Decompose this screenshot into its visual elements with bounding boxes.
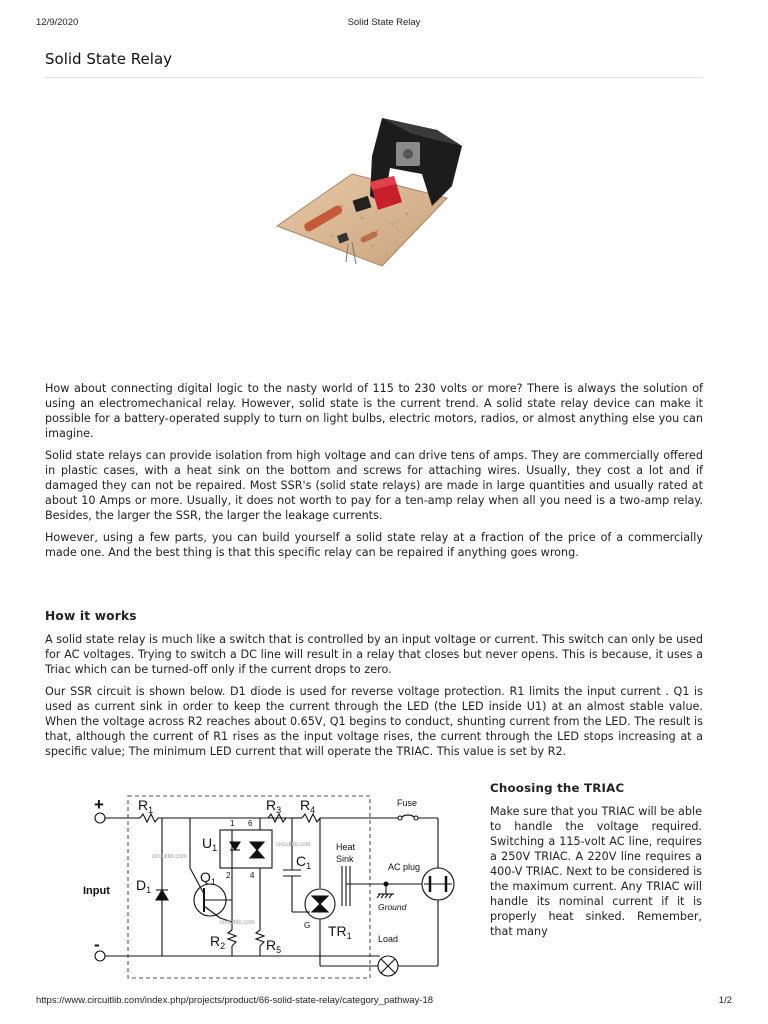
u1-label: $U_1$	[202, 835, 218, 853]
intro-section	[45, 381, 703, 567]
minus-label: -	[94, 935, 100, 954]
ac-plug-label: AC plug	[388, 862, 421, 872]
c1-label: $C_1$	[296, 853, 312, 871]
plus-label: +	[94, 795, 104, 814]
page-url: https://www.circuitlib.com/index.php/projects/product/66-solid-state-relay/category_pathway-18	[36, 995, 434, 1006]
pin4-label: 4	[250, 871, 255, 880]
choosing-triac-heading: Choosing the TRIAC	[490, 781, 625, 795]
tr1-label: $TR_1$	[328, 923, 352, 941]
watermark: circuitlib.com	[220, 920, 255, 926]
fuse-label: Fuse	[397, 798, 418, 808]
print-header	[0, 17, 768, 29]
how-paragraph: Our SSR circuit is shown below. D1 diode is used for reverse voltage protection. R1 limits the input current . Q1 is used as current sink in order to keep the current through the LED (the LED inside U1) at an almost stable value. When the voltage across R2 reaches about 0.65V, Q1 begins to conduct, shunting current from the LED. The result is that, although the current of R1 rises as the input voltage rises, the current through the LED stops increasing at a specific value; The minimum LED current that will operate the TRIAC. This value is set by R2.	[45, 685, 703, 758]
heat-label: Heat	[336, 842, 356, 852]
r3-label: $R_3$	[266, 797, 282, 815]
r4-label: $R_4$	[300, 797, 316, 815]
print-date: 12/9/2020	[36, 17, 79, 28]
how-it-works-heading: How it works	[45, 609, 137, 623]
r5-label: $R_5$	[266, 937, 282, 955]
relay-board-photo	[272, 106, 472, 276]
print-document-title: Solid State Relay	[347, 17, 421, 28]
ssr-circuit-diagram	[80, 790, 470, 986]
input-label: Input	[83, 885, 110, 897]
d1-label: $D_1$	[136, 877, 152, 895]
pin1-label: 1	[230, 819, 235, 828]
pin6-label: 6	[248, 819, 253, 828]
choosing-triac-section	[490, 781, 702, 939]
q1-label: $Q_1$	[200, 869, 216, 887]
r1-label: $R_1$	[138, 797, 154, 815]
page-number: 1/2	[718, 995, 732, 1006]
how-it-works-section	[45, 632, 703, 766]
r2-label: $R_2$	[210, 933, 226, 951]
sink-label: Sink	[336, 854, 354, 864]
ground-label: Ground	[378, 902, 407, 912]
title-divider	[45, 77, 703, 78]
watermark: circuitlib.com	[152, 854, 187, 860]
watermark: circuitlib.com	[276, 842, 311, 848]
load-label: Load	[378, 934, 399, 944]
gate-label: G	[304, 921, 311, 930]
how-paragraph: A solid state relay is much like a switch that is controlled by an input voltage or current. This switch can only be used for AC voltages. Trying to switch a DC line will result in a relay that closes but never opens. This is because, it uses a Triac which can be turned-off only if the current drops to zero.	[45, 633, 703, 676]
intro-paragraph: However, using a few parts, you can build yourself a solid state relay at a fraction of the price of a commercially made one. And the best thing is that this specific relay can be repaired if anything goes wrong.	[45, 531, 703, 559]
pin2-label: 2	[226, 871, 231, 880]
intro-paragraph: How about connecting digital logic to the nasty world of 115 to 230 volts or more? There is always the solution of using an electromechanical relay. However, solid state is the current trend. A solid state relay device can make it possible for a battery-operated supply to turn on light bulbs, electric motors, radios, or almost anything else you can imagine.	[45, 382, 703, 440]
choosing-triac-paragraph: Make sure that you TRIAC will be able to handle the voltage required. Switching a 115-volt AC line, requires a 250V TRIAC. A 220V line requires a 400-V TRIAC. Next to be considered is the maximum current. Any TRIAC will handle its nominal current if it is properly heat sinked. Remember, that many	[490, 805, 703, 938]
page-title: Solid State Relay	[45, 50, 173, 68]
intro-paragraph: Solid state relays can provide isolation from high voltage and can drive tens of amps. They are commercially offered in plastic cases, with a heat sink on the bottom and screws for attaching wires. Usually, they cost a lot and if damaged they can not be repaired. Most SSR's (solid state relays) are made in large quantities and usually rated at about 10 Amps or more. Usually, it does not worth to pay for a ten-amp relay when all you need is a two-amp relay. Besides, the larger the SSR, the larger the leakage currents.	[45, 449, 703, 522]
